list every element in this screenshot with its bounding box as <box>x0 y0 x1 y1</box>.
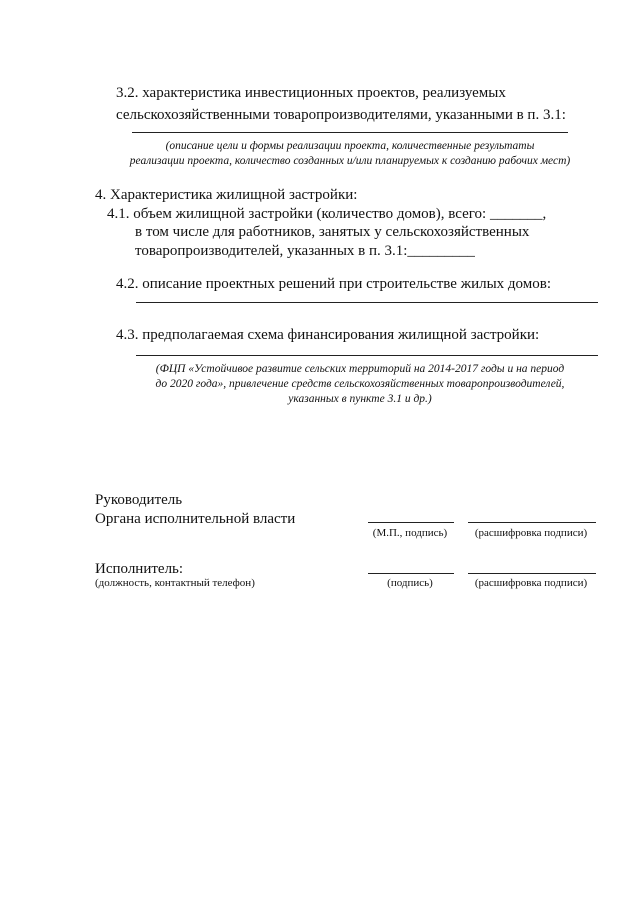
executor-title: Исполнитель: <box>95 561 184 577</box>
section-4-3: 4.3. предполагаемая схема финансирования жилищной застройки: <box>116 327 540 343</box>
head-signature-line <box>368 522 454 523</box>
section-4-3-caption-line-2: до 2020 года», привлечение средств сельскохозяйственных товаропроизводителей, <box>155 378 565 390</box>
executor-caption: (должность, контактный телефон) <box>95 577 255 589</box>
executor-decode-caption: (расшифровка подписи) <box>474 577 588 589</box>
section-4-1-line-3: товаропроизводителей, указанных в п. 3.1:_________ <box>135 243 475 259</box>
executor-decode-line <box>468 573 596 574</box>
section-4-1-line-2: в том числе для работников, занятых у сельскохозяйственных <box>135 224 530 240</box>
head-signature-caption: (М.П., подпись) <box>372 527 448 539</box>
head-title-line-2: Органа исполнительной власти <box>95 511 296 527</box>
section-3-2-caption-line-1: (описание цели и формы реализации проекта, количественные результаты <box>165 140 535 152</box>
section-4-2-fill-line <box>136 302 598 303</box>
section-3-2-line-2: сельскохозяйственными товаропроизводителями, указанными в п. 3.1: <box>116 107 566 123</box>
section-4-1-line-1: 4.1. объем жилищной застройки (количество домов), всего: _______, <box>107 206 547 222</box>
section-4-3-caption-line-3: указанных в пункте 3.1 и др.) <box>288 393 432 405</box>
executor-signature-caption: (подпись) <box>387 577 433 589</box>
head-title-line-1: Руководитель <box>95 492 183 508</box>
section-4-heading: 4. Характеристика жилищной застройки: <box>95 187 358 203</box>
executor-signature-line <box>368 573 454 574</box>
section-3-2-fill-line <box>132 132 568 133</box>
head-decode-caption: (расшифровка подписи) <box>474 527 588 539</box>
head-decode-line <box>468 522 596 523</box>
section-4-2: 4.2. описание проектных решений при строительстве жилых домов: <box>116 276 552 292</box>
section-3-2-line-1: 3.2. характеристика инвестиционных проектов, реализуемых <box>116 85 506 101</box>
section-4-3-caption-line-1: (ФЦП «Устойчивое развитие сельских территорий на 2014-2017 годы и на период <box>155 363 565 375</box>
section-3-2-caption-line-2: реализации проекта, количество созданных и/или планируемых к созданию рабочих мест) <box>129 155 571 167</box>
section-4-3-fill-line <box>136 355 598 356</box>
